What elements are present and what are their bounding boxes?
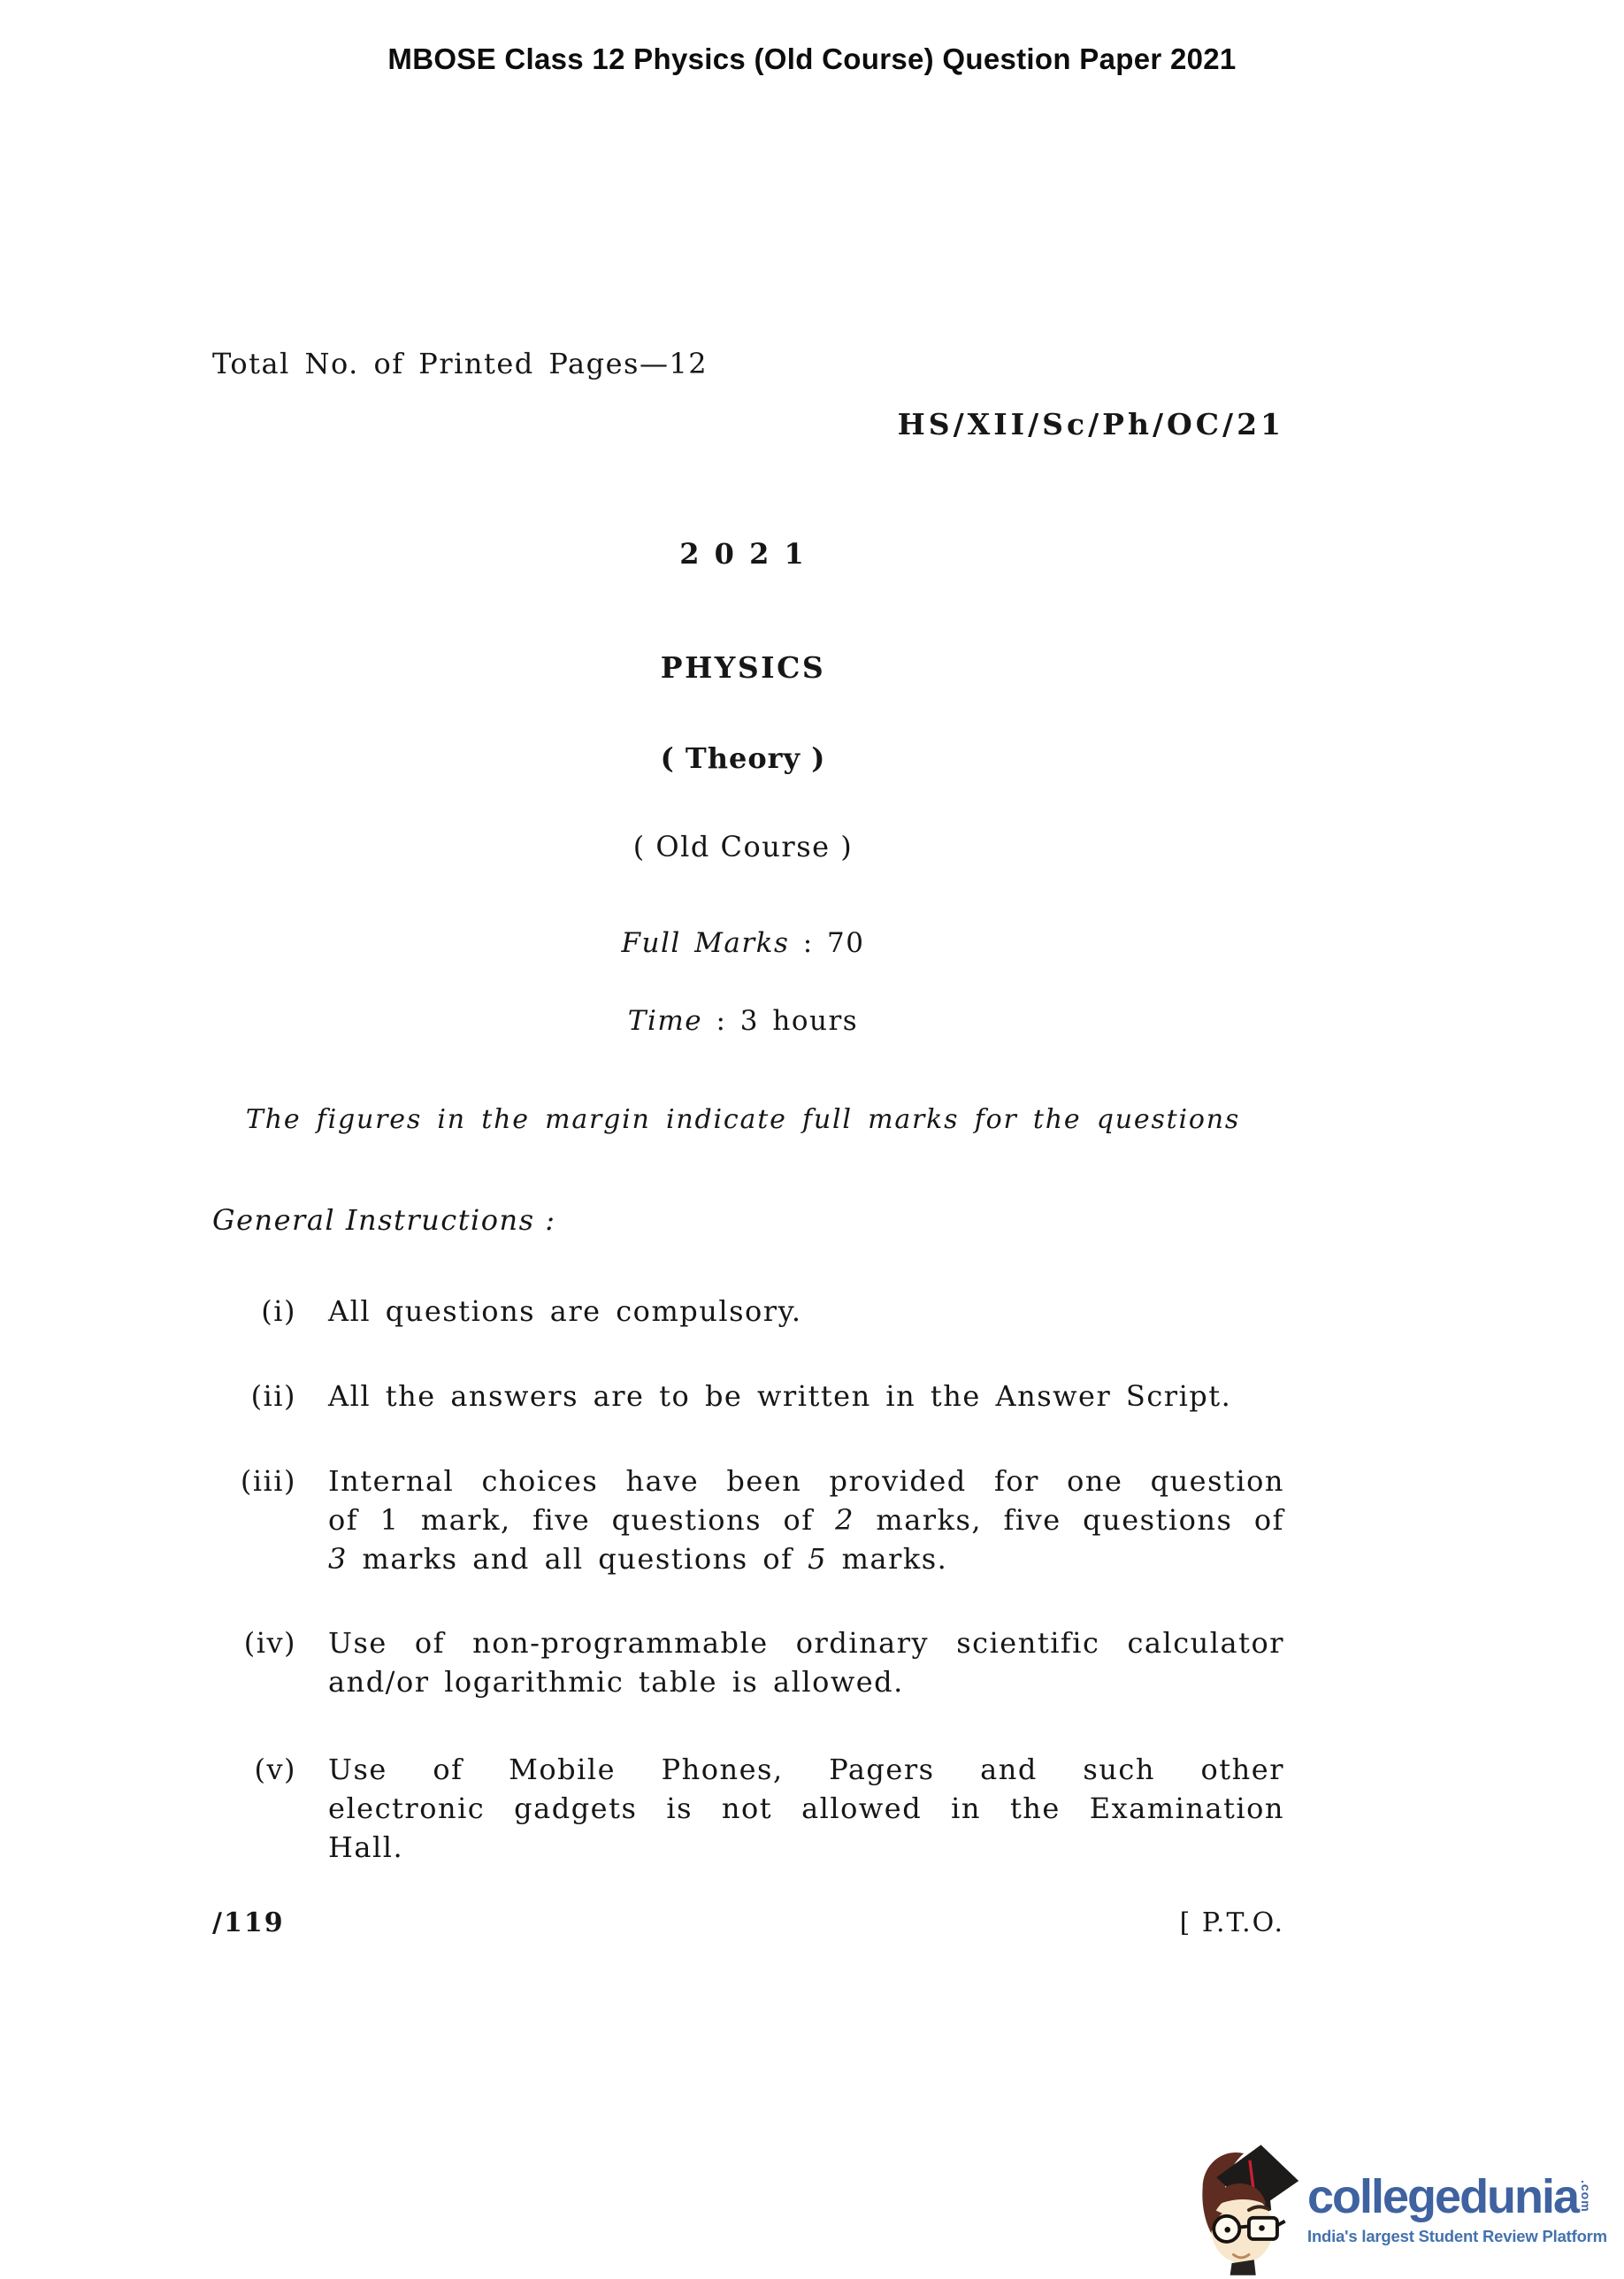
- time-line: [212, 1005, 1274, 1037]
- full-marks-line: [212, 927, 1274, 959]
- instruction-line: All the answers are to be written in the Answer Script.: [328, 1379, 1232, 1413]
- instruction-label: (v): [254, 1753, 296, 1786]
- pto-note: [ P.T.O.: [1179, 1907, 1284, 1938]
- instruction-line: Hall.: [328, 1830, 404, 1864]
- instruction-line: electronic gadgets is not allowed in the Examination: [328, 1792, 1284, 1825]
- mascot-icon: [1192, 2136, 1304, 2279]
- instruction-item-iii: [212, 1462, 1284, 1578]
- instruction-line: Use of Mobile Phones, Pagers and such other: [328, 1753, 1284, 1786]
- instruction-line: Use of non-programmable ordinary scientific calculator: [328, 1626, 1284, 1660]
- paper-number: /119: [212, 1907, 285, 1938]
- collegedunia-logo: [1192, 2122, 1622, 2279]
- course-type: ( Old Course ): [632, 830, 854, 863]
- instruction-label: (ii): [250, 1379, 296, 1413]
- instruction-item-iv: [212, 1623, 1284, 1701]
- time-value: : 3 hours: [702, 1005, 859, 1037]
- full-marks-label: Full Marks: [621, 927, 790, 959]
- brand-tld: .com: [1579, 2180, 1594, 2213]
- time-label: Time: [627, 1005, 703, 1037]
- instruction-line: and/or logarithmic table is allowed.: [328, 1665, 904, 1699]
- instruction-line: All questions are compulsory.: [328, 1294, 802, 1328]
- instruction-item-i: [212, 1292, 1284, 1331]
- page-title: MBOSE Class 12 Physics (Old Course) Question Paper 2021: [387, 42, 1237, 75]
- instruction-label: (iii): [240, 1464, 296, 1498]
- instruction-label: (iv): [243, 1626, 296, 1660]
- paper-type: ( Theory ): [660, 741, 826, 775]
- instruction-line: of 1 mark, five questions of 2 marks, five questions of: [328, 1503, 1285, 1537]
- instruction-item-ii: [212, 1377, 1284, 1416]
- margin-note: The figures in the margin indicate full marks for the questions: [245, 1104, 1241, 1135]
- instruction-item-v: [212, 1750, 1284, 1867]
- instruction-line: 3 marks and all questions of 5 marks.: [328, 1542, 948, 1576]
- subject-title: PHYSICS: [660, 650, 826, 685]
- full-marks-value: : 70: [789, 927, 865, 959]
- general-instructions-heading: General Instructions :: [212, 1203, 556, 1237]
- paper-code: HS/XII/Sc/Ph/OC/21: [897, 407, 1284, 441]
- printed-pages-note: Total No. of Printed Pages—12: [212, 347, 709, 380]
- exam-year: 2 0 2 1: [679, 537, 807, 571]
- instruction-label: (i): [261, 1294, 296, 1328]
- brand-tagline: India's largest Student Review Platform: [1307, 2227, 1607, 2245]
- instruction-line: Internal choices have been provided for one question: [328, 1464, 1284, 1498]
- brand-name: collegedunia: [1307, 2170, 1579, 2223]
